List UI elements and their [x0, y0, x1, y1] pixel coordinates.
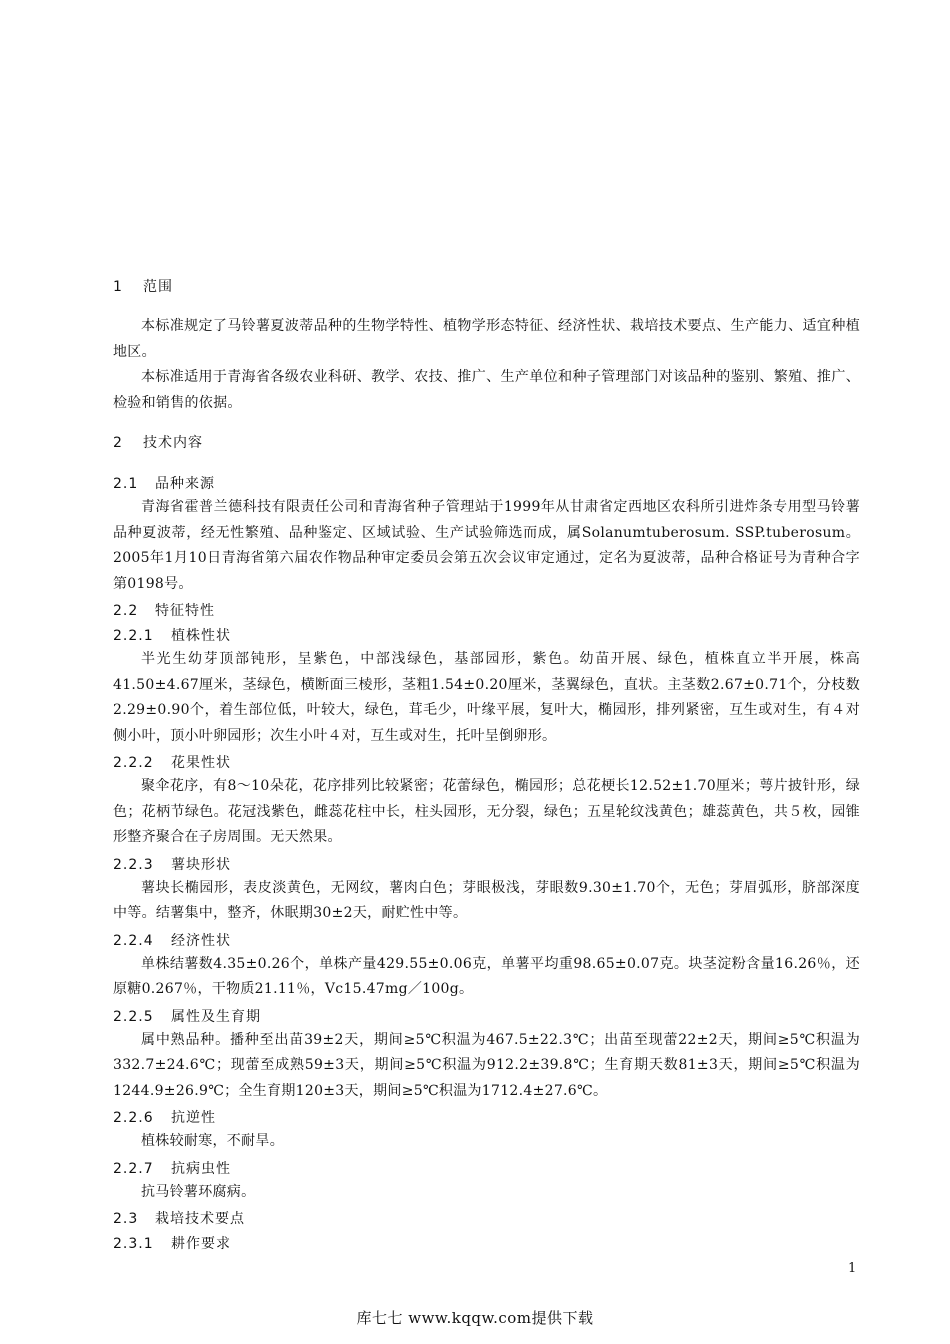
stress-resistance-paragraph: 植株较耐寒，不耐旱。 [141, 1133, 284, 1149]
subsection-number: 2.1 [113, 476, 139, 492]
economic-traits-paragraph: 单株结薯数4.35±0.26个，单株产量429.55±0.06克，单薯平均重98.65±0.07克。块茎淀粉含量16.26％，还原糖0.267％，干物质21.11％，Vc15.47mg／100g。 [113, 955, 860, 997]
subsection-title: 品种来源 [155, 476, 215, 492]
subsection-title: 植株性状 [171, 628, 231, 644]
subsection-heading-2-2-1 [113, 625, 860, 647]
subsection-title: 抗逆性 [171, 1110, 216, 1126]
subsection-title: 抗病虫性 [171, 1160, 231, 1177]
subsection-heading-2-3-1 [113, 1233, 860, 1255]
subsection-heading-2-2-3 [113, 854, 860, 876]
subsection-heading-2-2-5 [113, 1006, 860, 1028]
subsection-number: 2.2.1 [113, 628, 154, 644]
subsection-heading-2-1 [113, 473, 860, 495]
subsection-title: 花果性状 [171, 755, 231, 771]
page-number: 1 [848, 1261, 857, 1276]
section-heading-2 [113, 432, 860, 454]
flower-fruit-paragraph: 聚伞花序，有8～10朵花，花序排列比较紧密；花蕾绿色，椭园形；总花梗长12.52±1.70厘米；萼片披针形，绿色；花柄节绿色。花冠浅紫色，雌蕊花柱中长，柱头园形，无分裂，绿色；五星轮纹浅黄色；雄蕊黄色，共５枚，园锥形整齐聚合在子房周围。无天然果。 [113, 778, 860, 845]
subsection-heading-2-2-7 [113, 1158, 860, 1180]
subsection-number: 2.2.5 [113, 1008, 154, 1025]
subsection-number: 2.3 [113, 1211, 139, 1227]
subsection-title: 薯块形状 [171, 856, 231, 873]
subsection-number: 2.2 [113, 603, 139, 619]
disease-resistance-paragraph: 抗马铃薯环腐病。 [141, 1183, 256, 1200]
section-number: 2 [113, 435, 123, 451]
subsection-heading-2-2-6 [113, 1107, 860, 1129]
subsection-heading-2-3 [113, 1208, 860, 1230]
scope-paragraph-2: 本标准适用于青海省各级农业科研、教学、农技、推广、生产单位和种子管理部门对该品种的鉴别、繁殖、推广、检验和销售的依据。 [113, 369, 860, 411]
subsection-number: 2.2.7 [113, 1160, 154, 1177]
section-title: 范围 [143, 279, 173, 295]
section-title: 技术内容 [143, 435, 203, 451]
subsection-title: 栽培技术要点 [155, 1211, 245, 1227]
section-number: 1 [113, 279, 123, 295]
scope-paragraph-1: 本标准规定了马铃薯夏波蒂品种的生物学特性、植物学形态特征、经济性状、栽培技术要点、生产能力、适宜种植地区。 [113, 318, 860, 360]
subsection-number: 2.2.2 [113, 755, 154, 771]
subsection-number: 2.3.1 [113, 1236, 154, 1252]
download-footer: 库七七 www.kqqw.com提供下载 [356, 1309, 594, 1327]
subsection-title: 经济性状 [171, 932, 231, 949]
subsection-title: 耕作要求 [171, 1236, 231, 1252]
subsection-title: 属性及生育期 [171, 1008, 261, 1025]
subsection-number: 2.2.4 [113, 932, 154, 949]
subsection-title: 特征特性 [155, 603, 215, 619]
subsection-number: 2.2.6 [113, 1110, 154, 1126]
subsection-number: 2.2.3 [113, 856, 154, 873]
growth-period-paragraph: 属中熟品种。播种至出苗39±2天，期间≥5℃积温为467.5±22.3℃；出苗至现蕾22±2天，期间≥5℃积温为332.7±24.6℃；现蕾至成熟59±3天，期间≥5℃积温为912.2±39.8℃；生育期天数81±3天，期间≥5℃积温为1244.9±26.9℃；全生育期120±3天，期间≥5℃积温为1712.4±27.6℃。 [113, 1031, 860, 1099]
subsection-heading-2-2 [113, 600, 860, 622]
document-body [113, 276, 860, 1255]
tuber-shape-paragraph: 薯块长椭园形，表皮淡黄色，无网纹，薯肉白色；芽眼极浅，芽眼数9.30±1.70个，无色；芽眉弧形，脐部深度中等。结薯集中，整齐，休眠期30±2天，耐贮性中等。 [113, 879, 860, 921]
variety-origin-paragraph: 青海省霍普兰德科技有限责任公司和青海省种子管理站于1999年从甘肃省定西地区农科所引进炸条专用型马铃薯品种夏波蒂，经无性繁殖、品种鉴定、区域试验、生产试验筛选而成，属Solanumtuberosum. SSP.tuberosum。2005年1月10日青海省第六届农作物品种审定委员会第五次会议审定通过，定名为夏波蒂，品种合格证号为青种合字第0198号。 [113, 499, 860, 592]
subsection-heading-2-2-2 [113, 752, 860, 774]
section-heading-1 [113, 276, 860, 298]
subsection-heading-2-2-4 [113, 930, 860, 952]
plant-traits-paragraph: 半光生幼芽顶部钝形，呈紫色，中部浅绿色，基部园形，紫色。幼苗开展、绿色，植株直立半开展，株高41.50±4.67厘米，茎绿色，横断面三棱形，茎粗1.54±0.20厘米，茎翼绿色，直状。主茎数2.67±0.71个，分枝数2.29±0.90个，着生部位低，叶较大，绿色，茸毛少，叶缘平展，复叶大，椭园形，排列紧密，互生或对生，有４对侧小叶，顶小叶卵园形；次生小叶４对，互生或对生，托叶呈倒卵形。 [113, 651, 860, 744]
